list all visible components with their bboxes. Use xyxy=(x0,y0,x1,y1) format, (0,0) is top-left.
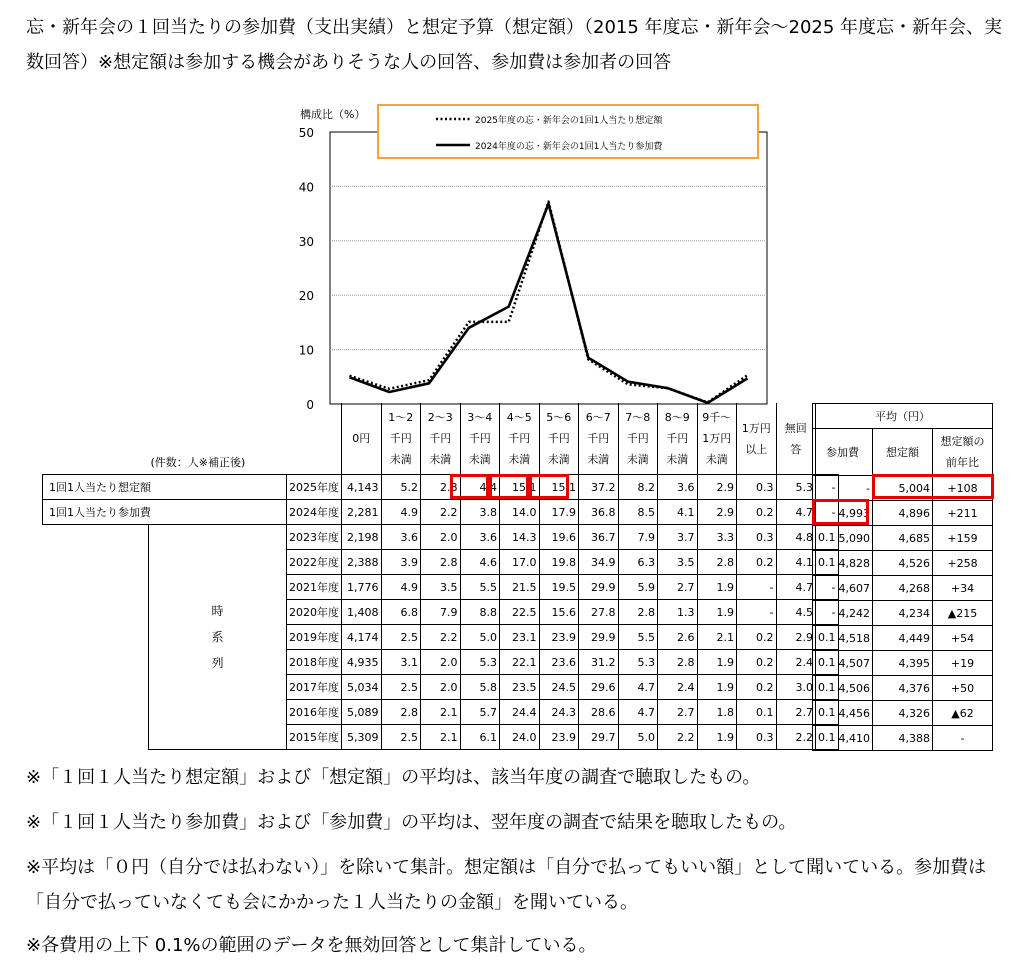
avg-cell: +108 xyxy=(933,476,993,501)
header-row xyxy=(43,403,839,475)
value-cell: 17.0 xyxy=(500,550,540,575)
series-label: 時 系 列 xyxy=(149,525,287,750)
avg-cell: 4,607 xyxy=(813,576,873,601)
value-cell: 2.7 xyxy=(776,700,816,725)
avg-cell: 4,506 xyxy=(813,676,873,701)
avg-row xyxy=(813,601,993,626)
avg-header: 平均（円） xyxy=(813,404,993,429)
value-cell: 1.3 xyxy=(658,600,698,625)
value-cell: 24.4 xyxy=(500,700,540,725)
value-cell: 2.5 xyxy=(381,625,421,650)
column-header: 0円 xyxy=(342,403,382,475)
column-header: 5〜6 千円 未満 xyxy=(539,403,579,475)
value-cell: 2.1 xyxy=(421,700,461,725)
y-axis-label: 構成比（%） xyxy=(300,108,366,121)
avg-row xyxy=(813,651,993,676)
value-cell: 5.0 xyxy=(460,625,500,650)
highlight-box xyxy=(489,474,529,499)
count-cell: 2,198 xyxy=(342,525,382,550)
value-cell: 1.9 xyxy=(697,650,737,675)
value-cell: 3.6 xyxy=(658,475,698,500)
series-line-2 xyxy=(350,204,748,403)
value-cell: 14.3 xyxy=(500,525,540,550)
value-cell: 3.3 xyxy=(697,525,737,550)
value-cell: 0.2 xyxy=(737,675,777,700)
value-cell: 6.8 xyxy=(381,600,421,625)
value-cell: 15.1 xyxy=(539,475,579,500)
legend-label: 2025年度の忘・新年会の1回1人当たり想定額 xyxy=(475,116,663,126)
value-cell: 5.9 xyxy=(618,575,658,600)
avg-cell: +50 xyxy=(933,676,993,701)
value-cell: 2.8 xyxy=(697,550,737,575)
year-cell: 2021年度 xyxy=(287,575,342,600)
value-cell: 4.7 xyxy=(618,675,658,700)
value-cell: 4.8 xyxy=(776,525,816,550)
value-cell: 3.9 xyxy=(381,550,421,575)
value-cell: 0.2 xyxy=(737,650,777,675)
value-cell: 2.9 xyxy=(776,625,816,650)
year-cell: 2019年度 xyxy=(287,625,342,650)
avg-cell: +34 xyxy=(933,576,993,601)
value-cell: 0.1 xyxy=(816,725,839,750)
value-cell: - xyxy=(737,600,777,625)
value-cell: 3.5 xyxy=(658,550,698,575)
value-cell: 23.1 xyxy=(500,625,540,650)
count-cell: 5,309 xyxy=(342,725,382,750)
value-cell: 17.9 xyxy=(539,500,579,525)
value-cell: 4.7 xyxy=(618,700,658,725)
footnote: ※各費用の上下 0.1%の範囲のデータを無効回答として集計している。 xyxy=(26,935,597,956)
value-cell: 2.7 xyxy=(658,575,698,600)
y-tick-label: 50 xyxy=(298,126,314,140)
avg-row xyxy=(813,676,993,701)
value-cell: 3.0 xyxy=(776,675,816,700)
value-cell: 0.1 xyxy=(816,525,839,550)
highlight-box xyxy=(872,474,994,499)
avg-cell: 4,518 xyxy=(813,626,873,651)
y-tick-label: 0 xyxy=(306,398,314,412)
year-cell: 2017年度 xyxy=(287,675,342,700)
avg-header-row xyxy=(813,404,993,429)
year-cell: 2016年度 xyxy=(287,700,342,725)
value-cell: - xyxy=(816,500,839,525)
year-cell: 2020年度 xyxy=(287,600,342,625)
year-cell: 2022年度 xyxy=(287,550,342,575)
value-cell: 1.8 xyxy=(697,700,737,725)
avg-cell: 4,828 xyxy=(813,551,873,576)
count-cell: 1,776 xyxy=(342,575,382,600)
table-row xyxy=(43,525,839,550)
value-cell: 23.5 xyxy=(500,675,540,700)
value-cell: 0.1 xyxy=(816,650,839,675)
footnote: ※平均は「０円（自分では払わない）」を除いて集計。想定額は「自分で払ってもいい額」として聞いている。参加費は「自分で払っていなくても会にかかった１人当たりの金額」を聞いている。 xyxy=(26,857,987,913)
highlight-box xyxy=(812,499,869,525)
value-cell: 4.5 xyxy=(776,600,816,625)
count-cell: 5,034 xyxy=(342,675,382,700)
value-cell: 2.9 xyxy=(697,500,737,525)
table-row xyxy=(43,475,839,500)
value-cell: 2.4 xyxy=(658,675,698,700)
value-cell: - xyxy=(816,600,839,625)
value-cell: 24.0 xyxy=(500,725,540,750)
value-cell: 2.8 xyxy=(658,650,698,675)
avg-cell: 4,526 xyxy=(873,551,933,576)
value-cell: 1.9 xyxy=(697,675,737,700)
value-cell: 0.3 xyxy=(737,475,777,500)
value-cell: 0.3 xyxy=(737,725,777,750)
year-cell: 2023年度 xyxy=(287,525,342,550)
value-cell: 0.1 xyxy=(816,550,839,575)
avg-cell: 4,326 xyxy=(873,701,933,726)
value-cell: 2.8 xyxy=(618,600,658,625)
avg-row xyxy=(813,526,993,551)
avg-cell: - xyxy=(933,726,993,751)
avg-cell: 5,004 xyxy=(873,476,933,501)
avg-cell: 4,388 xyxy=(873,726,933,751)
value-cell: 22.5 xyxy=(500,600,540,625)
avg-subheader-row xyxy=(813,429,993,476)
value-cell: 5.3 xyxy=(776,475,816,500)
avg-cell: 4,234 xyxy=(873,601,933,626)
value-cell: 4.7 xyxy=(776,500,816,525)
avg-cell: ▲62 xyxy=(933,701,993,726)
value-cell: 2.1 xyxy=(421,725,461,750)
year-cell: 2015年度 xyxy=(287,725,342,750)
distribution-table xyxy=(42,403,839,750)
count-cell: 5,089 xyxy=(342,700,382,725)
highlight-box xyxy=(529,474,569,499)
value-cell: 15.1 xyxy=(500,475,540,500)
value-cell: 2.2 xyxy=(776,725,816,750)
value-cell: 29.7 xyxy=(579,725,619,750)
value-cell: 4.6 xyxy=(460,550,500,575)
column-header: 4〜5 千円 未満 xyxy=(500,403,540,475)
avg-cell: 4,685 xyxy=(873,526,933,551)
row-label: 1回1人当たり想定額 xyxy=(43,475,287,500)
avg-row xyxy=(813,726,993,751)
value-cell: 0.2 xyxy=(737,550,777,575)
value-cell: 5.5 xyxy=(460,575,500,600)
value-cell: 4.1 xyxy=(776,550,816,575)
count-cell: 2,281 xyxy=(342,500,382,525)
plot-area xyxy=(330,132,767,404)
column-header: 8〜9 千円 未満 xyxy=(658,403,698,475)
value-cell: 1.9 xyxy=(697,725,737,750)
value-cell: 23.9 xyxy=(539,625,579,650)
value-cell: 0.2 xyxy=(737,500,777,525)
value-cell: 2.0 xyxy=(421,675,461,700)
y-tick-label: 40 xyxy=(298,180,314,195)
value-cell: 0.3 xyxy=(737,525,777,550)
value-cell: 15.6 xyxy=(539,600,579,625)
value-cell: 24.5 xyxy=(539,675,579,700)
value-cell: 2.9 xyxy=(697,475,737,500)
avg-cell: +159 xyxy=(933,526,993,551)
value-cell: - xyxy=(737,575,777,600)
value-cell: 31.2 xyxy=(579,650,619,675)
value-cell: 21.5 xyxy=(500,575,540,600)
value-cell: 3.8 xyxy=(460,500,500,525)
value-cell: 3.6 xyxy=(460,525,500,550)
value-cell: 5.0 xyxy=(618,725,658,750)
value-cell: 5.3 xyxy=(618,650,658,675)
avg-subheader: 参加費 xyxy=(813,429,873,476)
value-cell: 29.6 xyxy=(579,675,619,700)
table-row xyxy=(43,500,839,525)
value-cell: - xyxy=(816,475,839,500)
count-cell: 4,935 xyxy=(342,650,382,675)
avg-cell: 4,410 xyxy=(813,726,873,751)
value-cell: 4.1 xyxy=(658,500,698,525)
avg-cell: 4,993 xyxy=(813,501,873,526)
value-cell: 8.8 xyxy=(460,600,500,625)
year-cell: 2025年度 xyxy=(287,475,342,500)
avg-cell: 4,896 xyxy=(873,501,933,526)
value-cell: 24.3 xyxy=(539,700,579,725)
column-header: 1〜2 千円 未満 xyxy=(381,403,421,475)
count-cell: 4,143 xyxy=(342,475,382,500)
value-cell: 8.2 xyxy=(618,475,658,500)
highlight-box xyxy=(450,474,489,499)
value-cell: 23.9 xyxy=(539,725,579,750)
value-cell: 2.5 xyxy=(381,675,421,700)
avg-cell: - xyxy=(813,476,873,501)
column-header: 1万円 以上 xyxy=(737,403,777,475)
avg-row xyxy=(813,626,993,651)
value-cell: 7.9 xyxy=(421,600,461,625)
value-cell: 3.1 xyxy=(381,650,421,675)
avg-cell: 4,449 xyxy=(873,626,933,651)
value-cell: 0.1 xyxy=(737,700,777,725)
value-cell: 19.6 xyxy=(539,525,579,550)
value-cell: 0.1 xyxy=(816,700,839,725)
value-cell: 37.2 xyxy=(579,475,619,500)
year-cell: 2018年度 xyxy=(287,650,342,675)
series-line-1 xyxy=(350,202,748,403)
avg-cell: 4,456 xyxy=(813,701,873,726)
avg-cell: +258 xyxy=(933,551,993,576)
value-cell: 1.9 xyxy=(697,575,737,600)
avg-cell: 4,507 xyxy=(813,651,873,676)
value-cell: 7.9 xyxy=(618,525,658,550)
footnote: ※「１回１人当たり想定額」および「想定額」の平均は、該当年度の調査で聴取したもの。 xyxy=(26,767,761,788)
column-header: 3〜4 千円 未満 xyxy=(460,403,500,475)
value-cell: 3.6 xyxy=(381,525,421,550)
value-cell: 34.9 xyxy=(579,550,619,575)
value-cell: 19.8 xyxy=(539,550,579,575)
avg-cell: +54 xyxy=(933,626,993,651)
value-cell: 2.0 xyxy=(421,525,461,550)
value-cell: 0.1 xyxy=(816,675,839,700)
row-spacer xyxy=(43,525,149,750)
column-header: 9千〜 1万円 未満 xyxy=(697,403,737,475)
value-cell: 2.2 xyxy=(658,725,698,750)
value-cell: 0.1 xyxy=(816,625,839,650)
y-tick-label: 30 xyxy=(298,234,314,249)
avg-cell: 5,090 xyxy=(813,526,873,551)
avg-subheader: 想定額 xyxy=(873,429,933,476)
avg-row xyxy=(813,701,993,726)
value-cell: 2.0 xyxy=(421,650,461,675)
value-cell: 4.4 xyxy=(460,475,500,500)
avg-row xyxy=(813,551,993,576)
value-cell: 8.5 xyxy=(618,500,658,525)
value-cell: 14.0 xyxy=(500,500,540,525)
y-tick-label: 20 xyxy=(298,289,314,304)
footnote: ※「１回１人当たり参加費」および「参加費」の平均は、翌年度の調査で結果を聴取したもの。 xyxy=(26,812,797,833)
value-cell: 22.1 xyxy=(500,650,540,675)
value-cell: 5.7 xyxy=(460,700,500,725)
avg-cell: 4,395 xyxy=(873,651,933,676)
column-header: 無回 答 xyxy=(776,403,816,475)
avg-cell: +211 xyxy=(933,501,993,526)
value-cell: 27.8 xyxy=(579,600,619,625)
y-tick-label: 10 xyxy=(298,343,314,358)
avg-row xyxy=(813,576,993,601)
value-cell: 29.9 xyxy=(579,575,619,600)
value-cell: 19.5 xyxy=(539,575,579,600)
count-label: (件数：人※補正後) xyxy=(150,456,246,469)
value-cell: 2.5 xyxy=(381,725,421,750)
value-cell: 2.7 xyxy=(658,700,698,725)
value-cell: 5.5 xyxy=(618,625,658,650)
value-cell: 6.3 xyxy=(618,550,658,575)
average-table xyxy=(812,403,993,751)
corner-cell xyxy=(43,403,149,475)
count-cell: 4,174 xyxy=(342,625,382,650)
page-title: 忘・新年会の１回当たりの参加費（支出実績）と想定予算（想定額）（2015 年度忘・新年会〜2025 年度忘・新年会、実数回答）※想定額は参加する機会がありそうな人の回答、参加費は参加者の回答 xyxy=(26,17,1003,73)
value-cell: 2.8 xyxy=(421,550,461,575)
value-cell: 36.7 xyxy=(579,525,619,550)
value-cell: 2.8 xyxy=(381,700,421,725)
value-cell: 5.2 xyxy=(381,475,421,500)
value-cell: 3.7 xyxy=(658,525,698,550)
value-cell: 2.4 xyxy=(776,650,816,675)
value-cell: 6.1 xyxy=(460,725,500,750)
avg-cell: 4,242 xyxy=(813,601,873,626)
count-cell: 1,408 xyxy=(342,600,382,625)
value-cell: 2.2 xyxy=(421,625,461,650)
value-cell: 36.8 xyxy=(579,500,619,525)
column-header: 2〜3 千円 未満 xyxy=(421,403,461,475)
value-cell: 2.8 xyxy=(421,475,461,500)
value-cell: 5.8 xyxy=(460,675,500,700)
value-cell: - xyxy=(816,575,839,600)
avg-cell: +19 xyxy=(933,651,993,676)
column-header: 6〜7 千円 未満 xyxy=(579,403,619,475)
value-cell: 3.5 xyxy=(421,575,461,600)
value-cell: 0.2 xyxy=(737,625,777,650)
column-header: 7〜8 千円 未満 xyxy=(618,403,658,475)
value-cell: 4.7 xyxy=(776,575,816,600)
value-cell: 1.9 xyxy=(697,600,737,625)
value-cell: 2.2 xyxy=(421,500,461,525)
value-cell: 2.1 xyxy=(697,625,737,650)
count-cell: 2,388 xyxy=(342,550,382,575)
value-cell: 4.9 xyxy=(381,575,421,600)
value-cell: 4.9 xyxy=(381,500,421,525)
year-cell: 2024年度 xyxy=(287,500,342,525)
value-cell: 29.9 xyxy=(579,625,619,650)
avg-cell: ▲215 xyxy=(933,601,993,626)
avg-subheader: 想定額の 前年比 xyxy=(933,429,993,476)
legend-label: 2024年度の忘・新年会の1回1人当たり参加費 xyxy=(475,142,663,152)
value-cell: 2.6 xyxy=(658,625,698,650)
value-cell: 23.6 xyxy=(539,650,579,675)
row-label: 1回1人当たり参加費 xyxy=(43,500,287,525)
value-cell: 28.6 xyxy=(579,700,619,725)
avg-cell: 4,268 xyxy=(873,576,933,601)
value-cell: 5.3 xyxy=(460,650,500,675)
avg-cell: 4,376 xyxy=(873,676,933,701)
